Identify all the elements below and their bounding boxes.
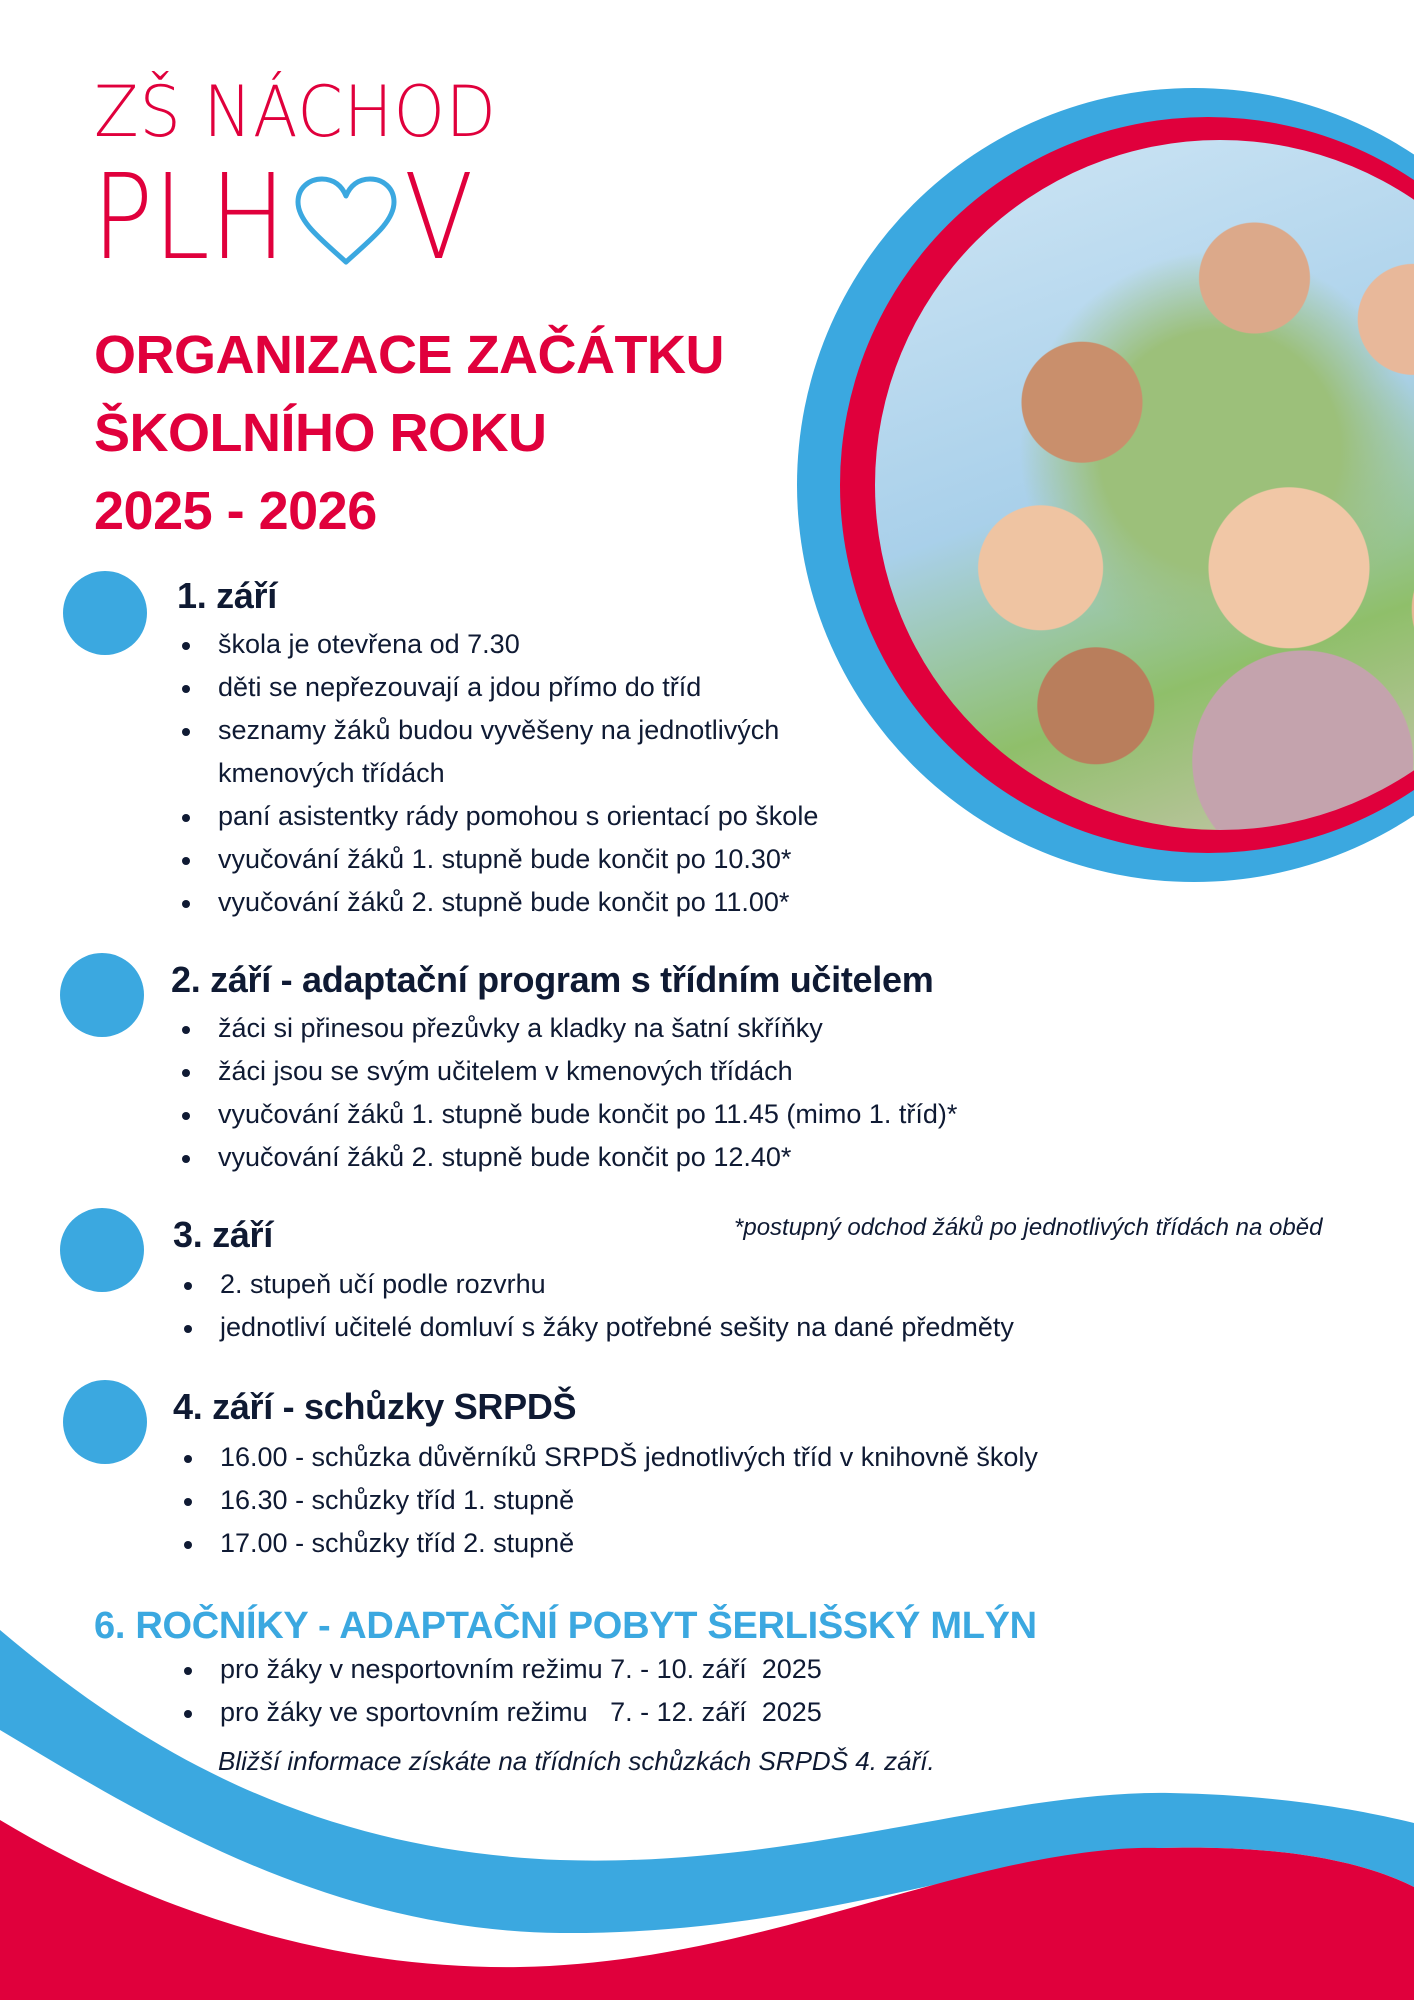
section-3-list	[182, 1263, 1014, 1349]
title-line-2: ŠKOLNÍHO ROKU	[94, 403, 547, 463]
logo-school-name: ZŠ NÁCHOD	[94, 71, 497, 153]
section-marker-dot	[63, 1380, 147, 1464]
list-item: vyučování žáků 2. stupně bude končit po 12.40*	[180, 1136, 957, 1179]
section-1-heading: 1. září	[177, 575, 277, 616]
section-4-list	[182, 1436, 1038, 1565]
trip-list	[182, 1648, 822, 1734]
list-item: pro žáky v nesportovním režimu 7. - 10. září 2025	[182, 1648, 822, 1691]
list-item: děti se nepřezouvají a jdou přímo do tříd	[180, 666, 818, 709]
list-item: vyučování žáků 1. stupně bude končit po 11.45 (mimo 1. tříd)*	[180, 1093, 957, 1136]
section-3-heading: 3. září	[173, 1214, 273, 1255]
list-item: pro žáky ve sportovním režimu 7. - 12. září 2025	[182, 1691, 822, 1734]
footnote-lunch: *postupný odchod žáků po jednotlivých třídách na oběd	[734, 1214, 1323, 1241]
list-item: vyučování žáků 2. stupně bude končit po 11.00*	[180, 881, 818, 924]
list-item: žáci si přinesou přezůvky a kladky na šatní skříňky	[180, 1007, 957, 1050]
title-line-3: 2025 - 2026	[94, 481, 377, 541]
page-title	[94, 316, 724, 550]
list-item: 2. stupeň učí podle rozvrhu	[182, 1263, 1014, 1306]
list-item: žáci jsou se svým učitelem v kmenových třídách	[180, 1050, 957, 1093]
logo-plh-text: PLH	[92, 148, 287, 286]
list-item-continuation: kmenových třídách	[218, 758, 445, 788]
list-item: jednotliví učitelé domluví s žáky potřebné sešity na dané předměty	[182, 1306, 1014, 1349]
section-marker-dot	[63, 571, 147, 655]
list-item: 16.30 - schůzky tříd 1. stupně	[182, 1479, 1038, 1522]
section-2-heading: 2. září - adaptační program s třídním učitelem	[171, 959, 934, 1000]
logo-plhov	[92, 148, 484, 286]
list-item: vyučování žáků 1. stupně bude končit po 10.30*	[180, 838, 818, 881]
section-marker-dot	[60, 953, 144, 1037]
list-item: paní asistentky rády pomohou s orientací po škole	[180, 795, 818, 838]
logo-v-text: V	[403, 148, 474, 286]
list-item: seznamy žáků budou vyvěšeny na jednotlivých	[180, 709, 818, 752]
section-4-heading: 4. září - schůzky SRPDŠ	[173, 1386, 577, 1427]
trip-note: Bližší informace získáte na třídních schůzkách SRPDŠ 4. září.	[218, 1746, 935, 1776]
list-item: 16.00 - schůzka důvěrníků SRPDŠ jednotlivých tříd v knihovně školy	[182, 1436, 1038, 1479]
list-item: 17.00 - schůzky tříd 2. stupně	[182, 1522, 1038, 1565]
title-line-1: ORGANIZACE ZAČÁTKU	[94, 325, 724, 385]
section-2-list	[180, 1007, 957, 1179]
trip-heading: 6. ROČNÍKY - ADAPTAČNÍ POBYT ŠERLIŠSKÝ MLÝN	[94, 1605, 1037, 1647]
heart-outline-icon	[292, 174, 400, 270]
section-1-list	[180, 623, 818, 924]
list-item: škola je otevřena od 7.30	[180, 623, 818, 666]
section-marker-dot	[60, 1208, 144, 1292]
